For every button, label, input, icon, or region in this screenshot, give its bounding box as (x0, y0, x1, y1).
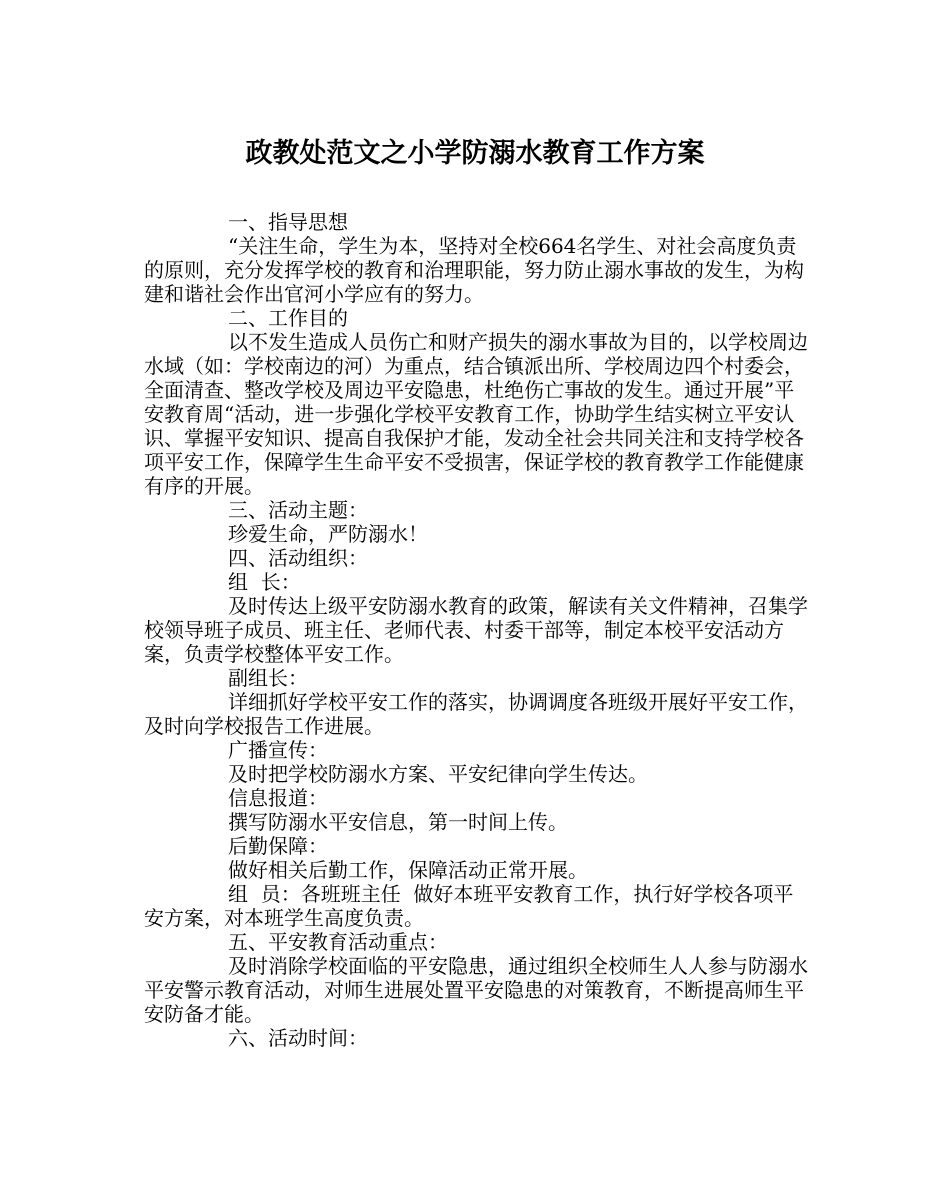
heading-activity-theme: 三、活动主题： (228, 498, 368, 522)
paragraph-logistics: 做好相关后勤工作，保障活动正常开展。 (228, 858, 588, 882)
heading-activity-organization: 四、活动组织： (228, 546, 368, 570)
paragraph-team-members: 组 员：各班班主任 做好本班平安教育工作，执行好学校各项平安方案，对本班学生高度负责。 (144, 882, 794, 930)
label-deputy-leader: 副组长： (228, 666, 308, 690)
heading-safety-focus: 五、平安教育活动重点： (228, 930, 448, 954)
paragraph-information-report: 撰写防溺水平安信息，第一时间上传。 (228, 810, 568, 834)
label-information-report: 信息报道： (228, 786, 328, 810)
heading-work-goal: 二、工作目的 (228, 306, 348, 330)
paragraph-activity-theme: 珍爱生命，严防溺水！ (228, 522, 428, 546)
label-broadcast: 广播宣传： (228, 738, 328, 762)
paragraph-guiding-ideology: “关注生命，学生为本，坚持对全校664名学生、对社会高度负责的原则，充分发挥学校的教育和治理职能，努力防止溺水事故的发生，为构建和谐社会作出官河小学应有的努力。 (144, 234, 804, 306)
paragraph-broadcast: 及时把学校防溺水方案、平安纪律向学生传达。 (228, 762, 648, 786)
paragraph-deputy-leader: 详细抓好学校平安工作的落实，协调调度各班级开展好平安工作，及时向学校报告工作进展。 (144, 690, 808, 738)
document-body (144, 210, 812, 1050)
paragraph-work-goal: 以不发生造成人员伤亡和财产损失的溺水事故为目的，以学校周边水域（如：学校南边的河）为重点，结合镇派出所、学校周边四个村委会，全面清查、整改学校及周边平安隐患，杜绝伤亡事故的发生。通过开展”平安教育周“活动，进一步强化学校平安教育工作，协助学生结实树立平安认识、掌握平安知识、提高自我保护才能，发动全社会共同关注和支持学校各项平安工作，保障学生生命平安不受损害，保证学校的教育教学工作能健康有序的开展。 (144, 330, 808, 498)
heading-activity-time: 六、活动时间： (228, 1026, 368, 1050)
paragraph-team-leader: 及时传达上级平安防溺水教育的政策，解读有关文件精神，召集学校领导班子成员、班主任、老师代表、村委干部等，制定本校平安活动方案，负责学校整体平安工作。 (144, 594, 808, 666)
heading-guiding-ideology: 一、指导思想 (228, 210, 348, 234)
paragraph-safety-focus: 及时消除学校面临的平安隐患，通过组织全校师生人人参与防溺水平安警示教育活动，对师生进展处置平安隐患的对策教育，不断提高师生平安防备才能。 (144, 954, 808, 1026)
label-team-leader: 组 长： (228, 570, 301, 594)
label-logistics: 后勤保障： (228, 834, 328, 858)
document-title: 政教处范文之小学防溺水教育工作方案 (245, 138, 705, 169)
